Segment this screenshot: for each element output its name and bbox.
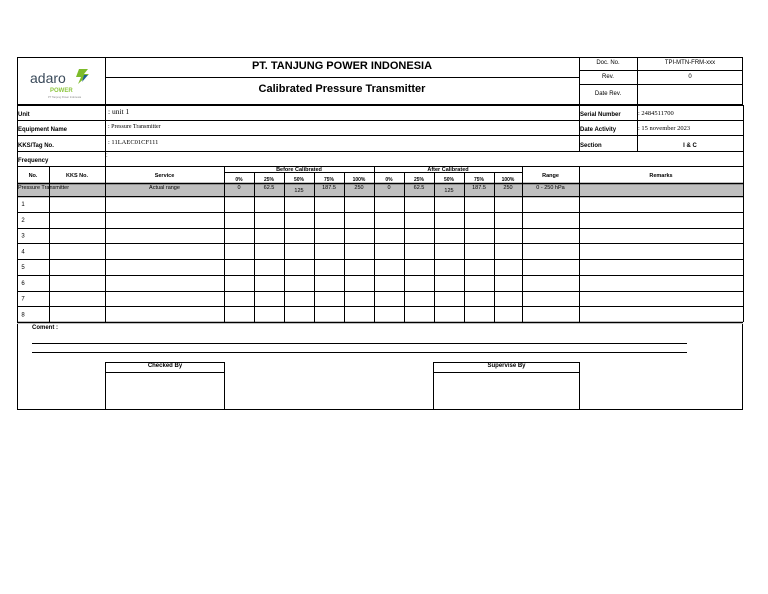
logo-tagline: PT Tanjung Power Indonesia [48,96,82,99]
row-number: 6 [21,280,25,287]
calibration-table [17,166,744,325]
reference-after-value: 125 [444,188,454,194]
comment-line-2 [32,352,687,353]
section-label: Section [580,143,602,149]
header-after-percent: 75% [473,177,485,183]
row-number: 4 [21,249,25,256]
header-before-percent: 25% [263,177,275,183]
header-remarks: Remarks [649,173,673,179]
equipment-name-label: Equipment Name [18,127,68,133]
comment-line-1 [32,343,687,344]
reference-after-value: 0 [387,185,391,191]
company-title: PT. TANJUNG POWER INDONESIA [251,60,433,72]
serial-number-label: Serial Number [580,112,621,118]
unit-value: : unit 1 [108,107,130,116]
reference-before-value: 187.5 [322,185,336,191]
header-after-percent: 25% [413,177,425,183]
supervise-by-label: Supervise By [487,363,526,369]
frequency-label: Frequency [18,158,49,164]
row-number: 7 [21,296,25,303]
date-activity-value: : 15 november 2023 [638,125,691,132]
header-after-percent: 50% [443,177,455,183]
date-rev-label: Date Rev. [594,91,622,97]
row-number: 2 [21,217,25,224]
header-before-percent: 0% [235,177,243,183]
reference-before-value: 125 [294,188,304,194]
supervise-by-box [433,362,580,410]
unit-label: Unit [18,112,30,118]
header-service: Service [154,173,175,179]
rev-value: 0 [688,74,692,80]
header-before-percent: 50% [293,177,305,183]
reference-after-value: 62.5 [413,185,425,191]
checked-by-box [105,362,225,410]
reference-after-value: 187.5 [472,185,486,191]
header-before-percent: 100% [352,177,366,183]
reference-range-value: 0 - 250 hPa [536,185,565,191]
header-after-percent: 0% [385,177,393,183]
calibration-table-grid [17,166,744,326]
doc-no-label: Doc. No. [596,60,620,66]
doc-no-value: TPI-MTN-FRM-xxx [664,60,716,66]
comment-label: Coment : [32,325,58,331]
reference-before-value: 0 [237,185,241,191]
header-after-percent: 100% [501,177,515,183]
row-number: 3 [21,233,25,240]
header-range: Range [542,173,559,179]
kks-tag-label: KKS/Tag No. [18,143,54,149]
reference-row-highlight [17,184,743,195]
logo-icon [26,66,98,100]
company-logo [26,66,98,100]
logo-wordmark: adaro [30,70,66,86]
rev-label: Rev. [602,74,614,80]
kks-tag-value: : 11LAEC01CF111 [108,139,159,146]
checked-by-label: Checked By [147,363,183,369]
header-after-calibrated: After Calibrated [427,167,469,173]
header-before-percent: 75% [323,177,335,183]
header-no: No. [28,173,38,179]
row-number: 5 [21,265,25,271]
header-before-calibrated: Before Calibrated [276,167,322,173]
equipment-name-value: : Pressure Transmitter [108,124,161,130]
header-kks-no: KKS No. [66,173,88,179]
row-number: 1 [21,202,25,208]
reference-before-value: 62.5 [263,185,275,191]
reference-kks-value: Pressure Transmitter [18,185,70,191]
reference-after-value: 250 [503,185,513,191]
date-activity-label: Date Activity [580,127,617,133]
reference-service-value: Actual range [149,185,180,191]
serial-number-value: : 2484511700 [638,110,674,117]
row-number: 8 [21,312,25,319]
document-title: Calibrated Pressure Transmitter [258,83,426,95]
logo-subword: POWER [50,88,73,94]
reference-before-value: 250 [354,185,364,191]
frequency-value: : [106,153,108,159]
section-value: I & C [683,143,697,149]
